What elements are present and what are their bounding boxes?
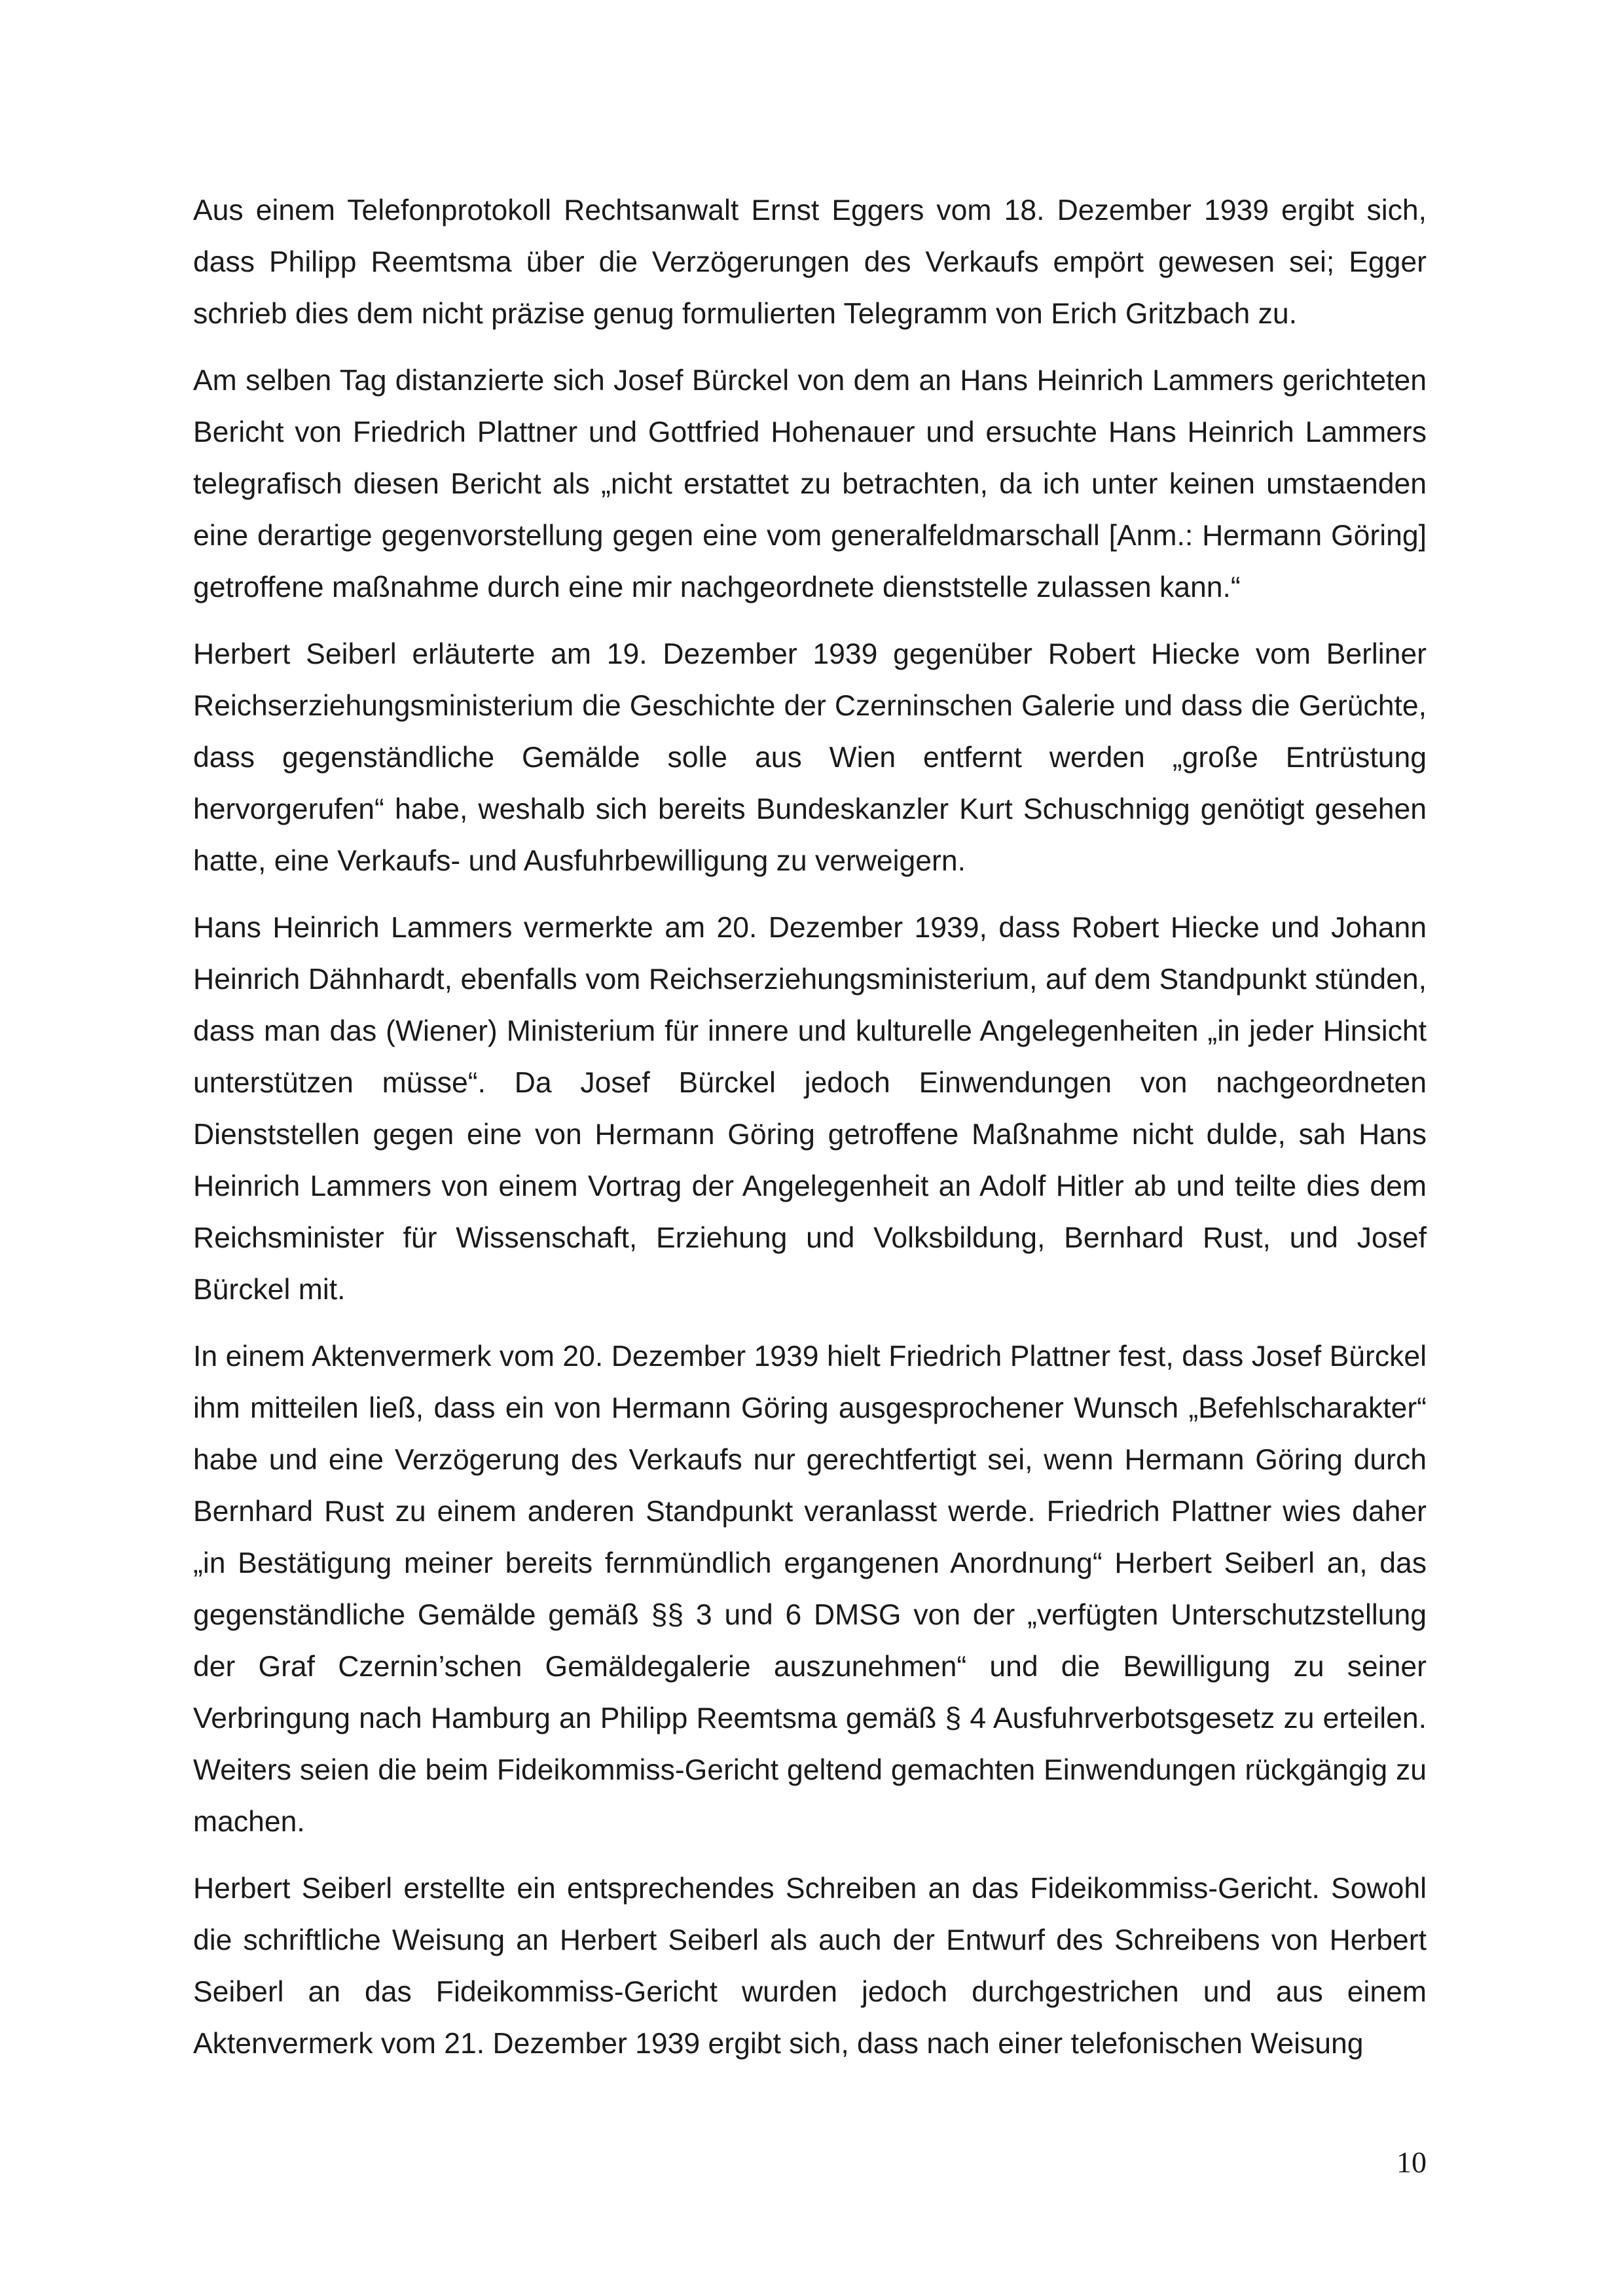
page-number: 10: [1396, 2145, 1427, 2179]
paragraph: Herbert Seiberl erstellte ein entsprechendes Schreiben an das Fideikommiss-Gericht. Sowohl die schriftliche Weisung an Herbert Seiberl als auch der Entwurf des Schreibens von Herbert Seiberl an das Fideikommiss-Gericht wurden jedoch durchgestrichen und aus einem Aktenvermerk vom 21. Dezember 1939 ergibt sich, dass nach einer telefonischen Weisung: [193, 1873, 1427, 2060]
body-text: [193, 185, 1427, 2085]
paragraph: Aus einem Telefonprotokoll Rechtsanwalt Ernst Eggers vom 18. Dezember 1939 ergibt sich, dass Philipp Reemtsma über die Verzögerungen des Verkaufs empört gewesen sei; Egger schrieb dies dem nicht präzise genug formulierten Telegramm von Erich Gritzbach zu.: [193, 194, 1427, 330]
paragraph: Hans Heinrich Lammers vermerkte am 20. Dezember 1939, dass Robert Hiecke und Johann Heinrich Dähnhardt, ebenfalls vom Reichserziehungsministerium, auf dem Standpunkt stünden, dass man das (Wiener) Ministerium für innere und kulturelle Angelegenheiten „in jeder Hinsicht unterstützen müsse“. Da Josef Bürckel jedoch Einwendungen von nachgeordneten Dienststellen gegen eine von Hermann Göring getroffene Maßnahme nicht dulde, sah Hans Heinrich Lammers von einem Vortrag der Angelegenheit an Adolf Hitler ab und teilte dies dem Reichsminister für Wissenschaft, Erziehung und Volksbildung, Bernhard Rust, und Josef Bürckel mit.: [193, 912, 1427, 1306]
paragraph: Am selben Tag distanzierte sich Josef Bürckel von dem an Hans Heinrich Lammers gerichteten Bericht von Friedrich Plattner und Gottfried Hohenauer und ersuchte Hans Heinrich Lammers telegrafisch diesen Bericht als „nicht erstattet zu betrachten, da ich unter keinen umstaenden eine derartige gegenvorstellung gegen eine vom generalfeldmarschall [Anm.: Hermann Göring] getroffene maßnahme durch eine mir nachgeordnete dienststelle zulassen kann.“: [193, 365, 1427, 603]
paragraph: In einem Aktenvermerk vom 20. Dezember 1939 hielt Friedrich Plattner fest, dass Josef Bürckel ihm mitteilen ließ, dass ein von Hermann Göring ausgesprochener Wunsch „Befehlscharakter“ habe und eine Verzögerung des Verkaufs nur gerechtfertigt sei, wenn Hermann Göring durch Bernhard Rust zu einem anderen Standpunkt veranlasst werde. Friedrich Plattner wies daher „in Bestätigung meiner bereits fernmündlich ergangenen Anordnung“ Herbert Seiberl an, das gegenständliche Gemälde gemäß §§ 3 und 6 DMSG von der „verfügten Unterschutzstellung der Graf Czernin’schen Gemäldegalerie auszunehmen“ und die Bewilligung zu seiner Verbringung nach Hamburg an Philipp Reemtsma gemäß § 4 Ausfuhrverbotsgesetz zu erteilen. Weiters seien die beim Fideikommiss-Gericht geltend gemachten Einwendungen rückgängig zu machen.: [193, 1340, 1427, 1838]
paragraph: Herbert Seiberl erläuterte am 19. Dezember 1939 gegenüber Robert Hiecke vom Berliner Reichserziehungsministerium die Geschichte der Czerninschen Galerie und dass die Gerüchte, dass gegenständliche Gemälde solle aus Wien entfernt werden „große Entrüstung hervorgerufen“ habe, weshalb sich bereits Bundeskanzler Kurt Schuschnigg genötigt gesehen hatte, eine Verkaufs- und Ausfuhrbewilligung zu verweigern.: [193, 638, 1427, 877]
